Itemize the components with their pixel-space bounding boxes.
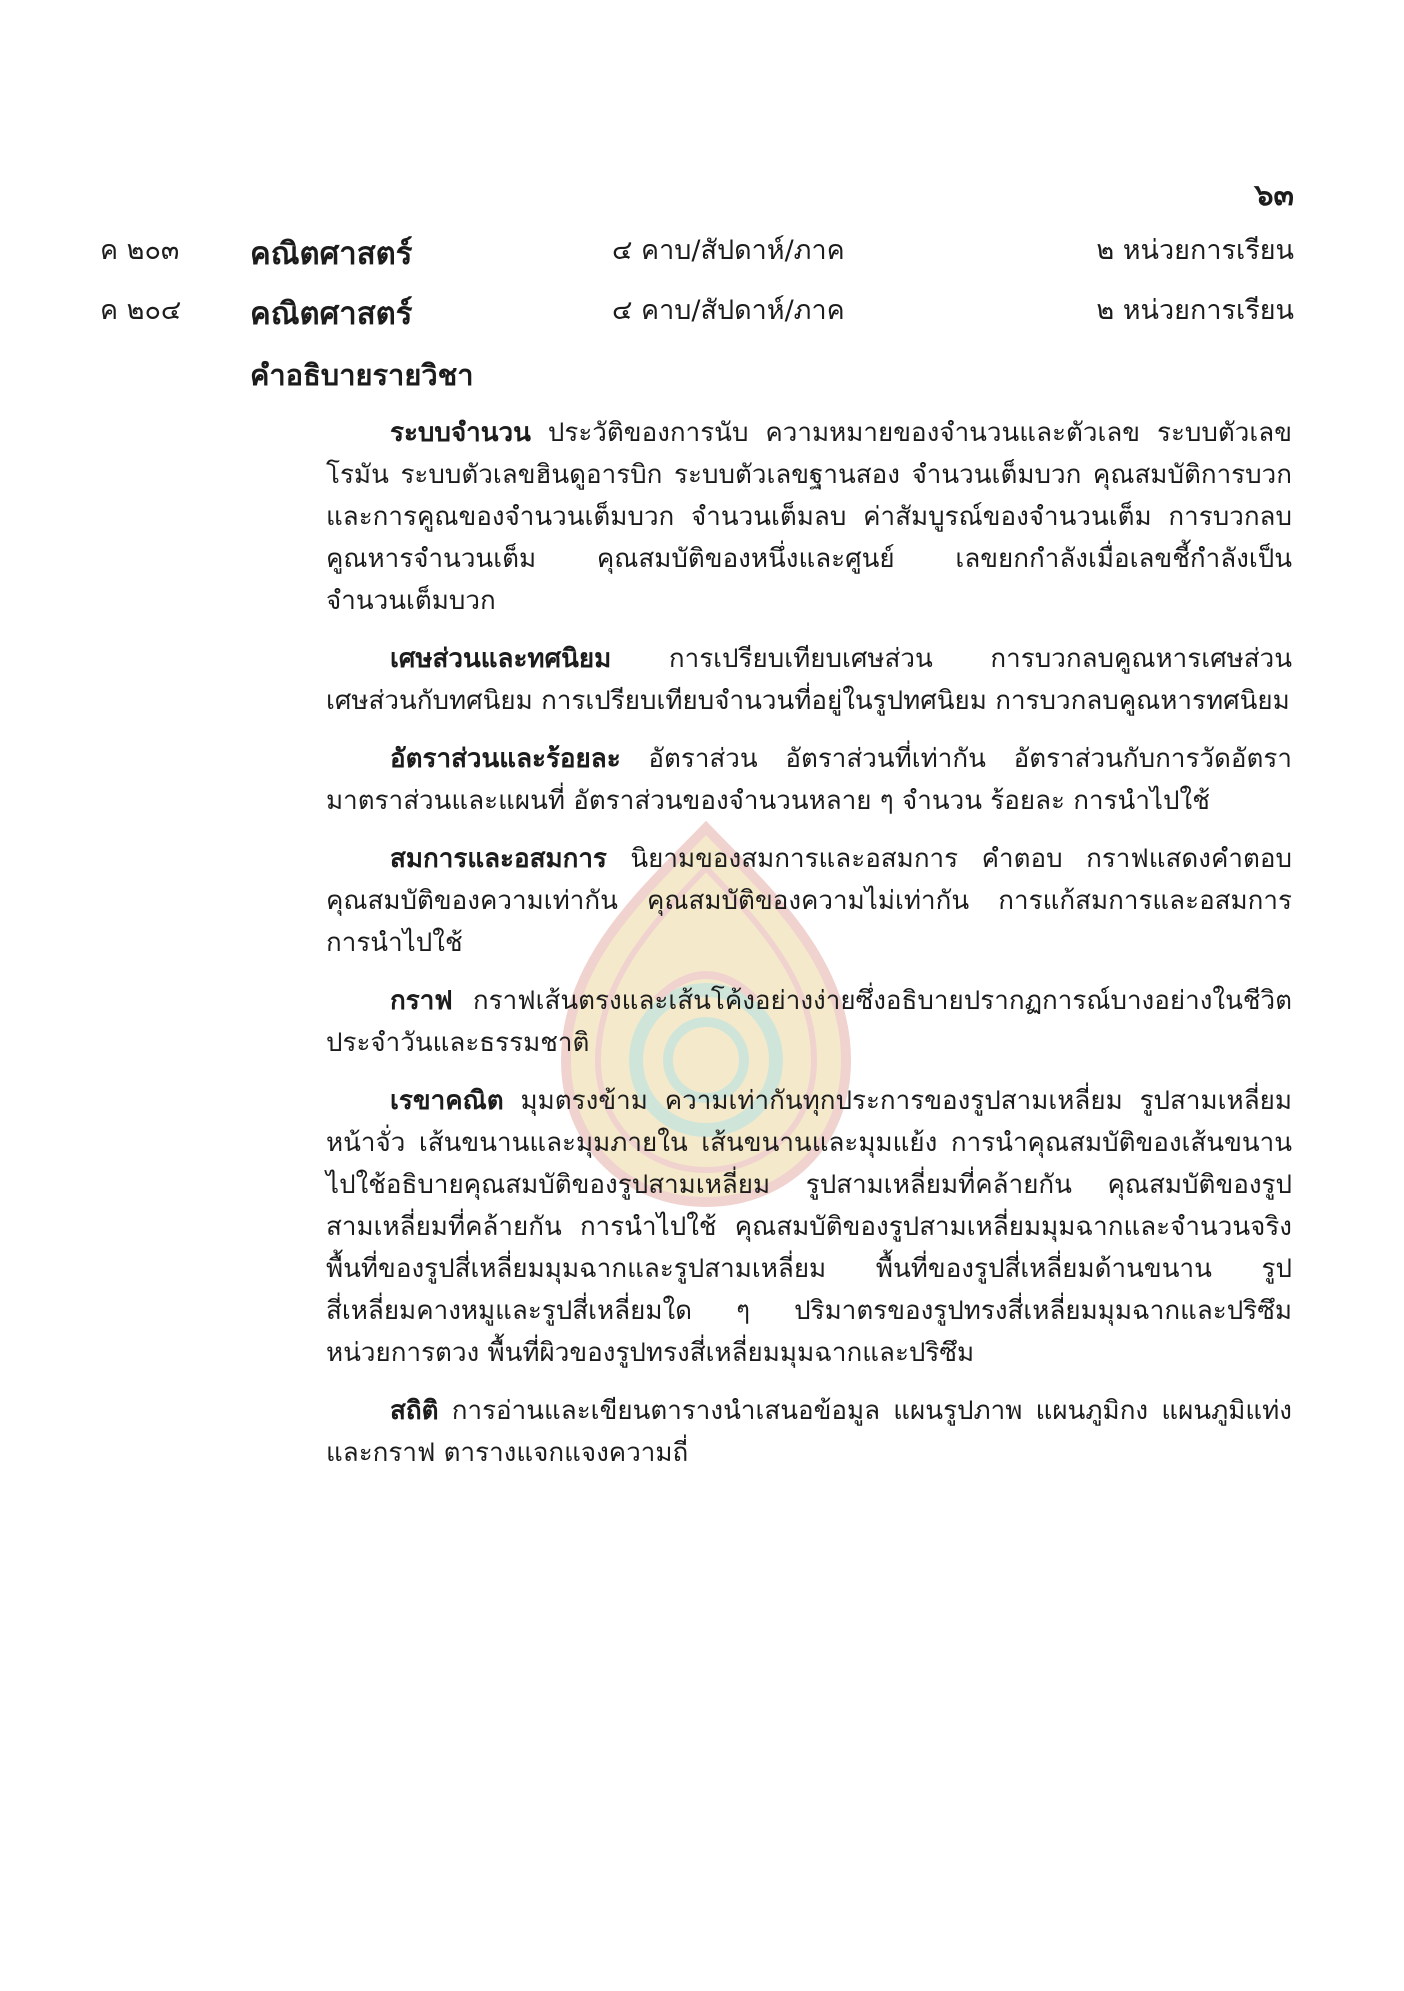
topic-label: เรขาคณิต <box>390 1086 504 1116</box>
topic-text: การอ่านและเขียนตารางนำเสนอข้อมูล แผนรูปภาพ แผนภูมิกง แผนภูมิแท่งและกราฟ ตารางแจกแจงความถี่ <box>326 1396 1292 1468</box>
course-row <box>0 228 1404 278</box>
topic-label: เศษส่วนและทศนิยม <box>390 644 612 674</box>
description-heading: คำอธิบายรายวิชา <box>250 358 474 392</box>
topic-text: กราฟเส้นตรงและเส้นโค้งอย่างง่ายซึ่งอธิบายปรากฏการณ์บางอย่างในชีวิตประจำวันและธรรมชาติ <box>326 986 1292 1058</box>
topic-label: สถิติ <box>390 1396 439 1426</box>
topic-text: อัตราส่วน อัตราส่วนที่เท่ากัน อัตราส่วนกับการวัดอัตรา มาตราส่วนและแผนที่ อัตราส่วนของจำนวนหลาย ๆ จำนวน ร้อยละ การนำไปใช้ <box>326 744 1292 816</box>
page-number: ๖๓ <box>1254 178 1294 213</box>
topic-label: กราฟ <box>390 986 453 1016</box>
topic-text: การเปรียบเทียบเศษส่วน การบวกลบคูณหารเศษส่วน เศษส่วนกับทศนิยม การเปรียบเทียบจำนวนที่อยู่ในรูปทศนิยม การบวกลบคูณหารทศนิยม <box>326 644 1293 716</box>
topic-label: ระบบจำนวน <box>390 418 531 448</box>
description-paragraph <box>326 1080 1292 1374</box>
course-code: ค ๒๐๔ <box>100 295 182 326</box>
description-paragraph <box>326 838 1292 964</box>
description-paragraph <box>326 412 1292 622</box>
topic-label: สมการและอสมการ <box>390 844 607 874</box>
course-name: คณิตศาสตร์ <box>250 296 413 332</box>
description-paragraph <box>326 1390 1292 1474</box>
course-code: ค ๒๐๓ <box>100 235 180 266</box>
course-hours: ๔ คาบ/สัปดาห์/ภาค <box>612 295 845 326</box>
course-units: ๒ หน่วยการเรียน <box>1096 235 1294 266</box>
course-description <box>326 412 1292 1490</box>
course-units: ๒ หน่วยการเรียน <box>1096 295 1294 326</box>
course-hours: ๔ คาบ/สัปดาห์/ภาค <box>612 235 845 266</box>
course-name: คณิตศาสตร์ <box>250 236 413 272</box>
description-paragraph <box>326 638 1292 722</box>
topic-text: ประวัติของการนับ ความหมายของจำนวนและตัวเลข ระบบตัวเลขโรมัน ระบบตัวเลขฮินดูอารบิก ระบบตัวเลขฐานสอง จำนวนเต็มบวก คุณสมบัติการบวกและการคูณของจำนวนเต็มบวก จำนวนเต็มลบ ค่าสัมบูรณ์ของจำนวนเต็ม การบวกลบคูณหารจำนวนเต็ม คุณสมบัติของหนึ่งและศูนย์ เลขยกกำลังเมื่อเลขชี้กำลังเป็นจำนวนเต็มบวก <box>326 418 1292 616</box>
course-row <box>0 288 1404 338</box>
topic-text: มุมตรงข้าม ความเท่ากันทุกประการของรูปสามเหลี่ยม รูปสามเหลี่ยมหน้าจั่ว เส้นขนานและมุมภายใน เส้นขนานและมุมแย้ง การนำคุณสมบัติของเส้นขนานไปใช้อธิบายคุณสมบัติของรูปสามเหลี่ยม รูปสามเหลี่ยมที่คล้ายกัน คุณสมบัติของรูปสามเหลี่ยมที่คล้ายกัน การนำไปใช้ คุณสมบัติของรูปสามเหลี่ยมมุมฉากและจำนวนจริง พื้นที่ของรูปสี่เหลี่ยมมุมฉากและรูปสามเหลี่ยม พื้นที่ของรูปสี่เหลี่ยมด้านขนาน รูปสี่เหลี่ยมคางหมูและรูปสี่เหลี่ยมใด ๆ ปริมาตรของรูปทรงสี่เหลี่ยมมุมฉากและปริซึม หน่วยการตวง พื้นที่ผิวของรูปทรงสี่เหลี่ยมมุมฉากและปริซึม <box>326 1086 1292 1368</box>
description-paragraph <box>326 738 1292 822</box>
topic-text: นิยามของสมการและอสมการ คำตอบ กราฟแสดงคำตอบ คุณสมบัติของความเท่ากัน คุณสมบัติของความไม่เท่ากัน การแก้สมการและอสมการ การนำไปใช้ <box>326 844 1292 958</box>
topic-label: อัตราส่วนและร้อยละ <box>390 744 621 774</box>
description-paragraph <box>326 980 1292 1064</box>
